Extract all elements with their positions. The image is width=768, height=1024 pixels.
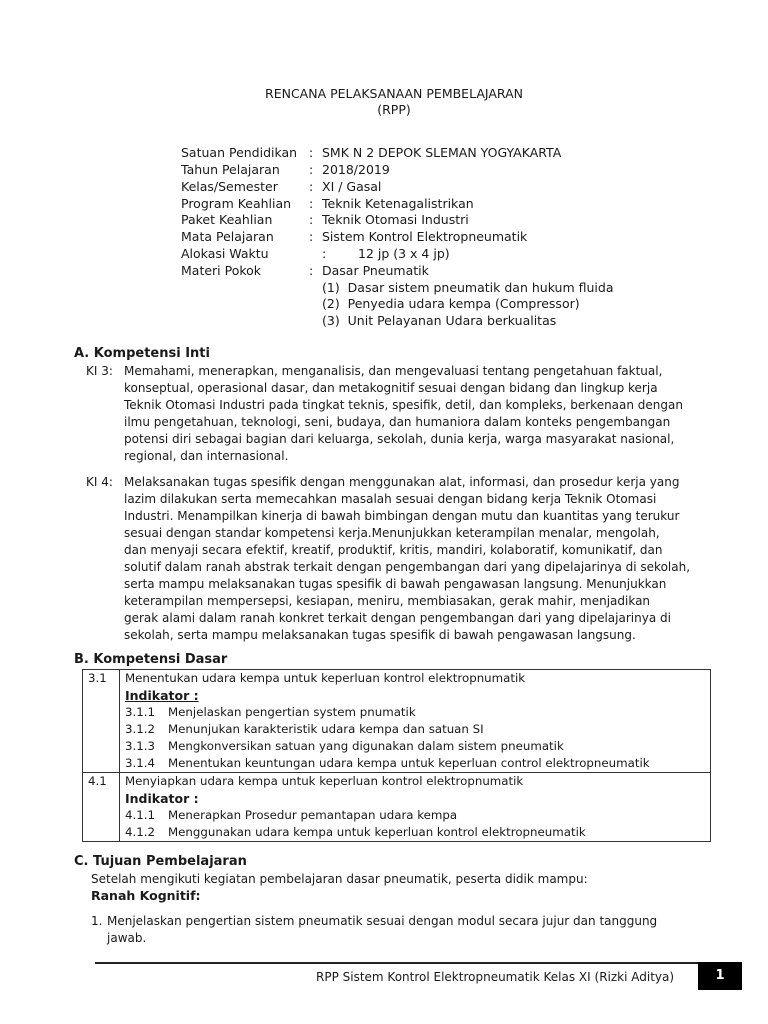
info-value: Teknik Otomasi Industri [322,212,469,227]
info-value: Sistem Kontrol Elektropneumatik [322,229,528,244]
page-number: 1 [698,962,742,990]
ranah-kognitif-heading: Ranah Kognitif: [91,888,201,903]
footer-text: RPP Sistem Kontrol Elektropneumatik Kelas XI (Rizki Aditya) [316,970,675,984]
ki4-line: sesuai dengan standar kompetensi kerja.Menunjukkan keterampilan menalar, mengolah, [124,526,660,540]
info-label: Kelas/Semester [181,179,278,194]
info-colon: : [309,229,314,244]
info-colon: : [309,179,314,194]
ki4-line: serta mampu melaksanakan tugas spesifik di bawah pengawasan langsung. Menunjukkan [124,577,667,591]
ki3-line: konseptual, operasional dasar, dan metakognitif sesuai dengan bidang dan lingkup kerja [124,381,658,395]
ki3-text [124,363,700,380]
info-label: Mata Pelajaran [181,229,274,244]
kd-text: Menentukan udara kempa untuk keperluan kontrol elektropnumatik [125,671,526,685]
info-value: Teknik Ketenagalistrikan [322,196,474,211]
ki3-line: Memahami, menerapkan, menganalisis, dan mengevaluasi tentang pengetahuan faktual, [124,364,663,378]
document-subtitle: (RPP) [377,102,411,117]
ki4-line: gerak alami dalam ranah konkret terkait dengan pengembangan dari yang dipelajarinya di [124,611,671,625]
table-row [83,773,711,842]
ki3-line: regional, dan internasional. [124,449,289,463]
section-heading-a: A. Kompetensi Inti [74,346,210,361]
kd-content [120,773,711,842]
kd-content [120,670,711,773]
ki4-line: keterampilan mempersepsi, kesiapan, meniru, membiasakan, gerak mahir, menjadikan [124,594,651,608]
indicator-item: 3.1.3 Mengkonversikan satuan yang digunakan dalam sistem pneumatik [125,739,564,753]
tujuan-item [107,913,697,947]
ki3-line: ilmu pengetahuan, teknologi, seni, budaya, dan humaniora dalam konteks pengembangan [124,415,671,429]
ki3-text-cont [124,380,700,465]
ki4-line: lazim dilakukan serta memecahkan masalah sesuai dengan bidang kerja Teknik Otomasi [124,492,657,506]
indicator-title: Indikator : [125,688,199,703]
info-value: XI / Gasal [322,179,382,194]
info-colon: : [309,196,314,211]
document-title: RENCANA PELAKSANAAN PEMBELAJARAN [265,86,523,101]
info-colon: : [309,212,314,227]
tujuan-item-number: 1. [91,914,103,928]
indicator-title: Indikator : [125,791,199,806]
ki4-line: solutif dalam ranah abstrak terkait dengan pengembangan dari yang dipelajarinya di sekolah, [124,560,691,574]
info-label: Tahun Pelajaran [181,162,280,177]
materi-item: (1) Dasar sistem pneumatik dan hukum fluida [322,280,614,295]
indicator-item: 3.1.4 Menentukan keuntungan udara kempa untuk keperluan control elektropneumatik [125,756,650,770]
info-label: Paket Keahlian [181,212,273,227]
info-colon: : [309,162,314,177]
info-value: : 12 jp (3 x 4 jp) [322,246,450,261]
ki4-text [124,474,700,644]
kd-number: 4.1 [83,773,120,842]
info-colon: : [309,263,314,278]
ki4-line: Melaksanakan tugas spesifik dengan menggunakan alat, informasi, dan prosedur kerja yang [124,475,680,489]
ki4-line: Industri. Menampilkan kinerja di bawah bimbingan dengan mutu dan kuantitas yang terukur [124,509,680,523]
footer-divider [95,962,705,964]
tujuan-item-line: Menjelaskan pengertian sistem pneumatik sesuai dengan modul secara jujur dan tanggung [107,914,658,928]
ki3-label: KI 3: [86,364,113,378]
ki3-line: potensi diri sebagai bagian dari keluarga, sekolah, dunia kerja, warga masyarakat nasional, [124,432,675,446]
ki4-line: sekolah, serta mampu melaksanakan tugas spesifik di bawah pengawasan langsung. [124,628,636,642]
info-value: SMK N 2 DEPOK SLEMAN YOGYAKARTA [322,145,562,160]
section-heading-c: C. Tujuan Pembelajaran [74,854,247,869]
info-label: Materi Pokok [181,263,262,278]
materi-item: (2) Penyedia udara kempa (Compressor) [322,296,580,311]
info-value: 2018/2019 [322,162,390,177]
info-label: Program Keahlian [181,196,292,211]
info-label: Alokasi Waktu [181,246,269,261]
ki3-line: Teknik Otomasi Industri pada tingkat teknis, spesifik, detil, dan kompleks, berkenaan dengan [124,398,683,412]
materi-item: (3) Unit Pelayanan Udara berkualitas [322,313,557,328]
section-heading-b: B. Kompetensi Dasar [74,652,228,667]
kompetensi-dasar-table [82,669,711,842]
indicator-item: 3.1.1 Menjelaskan pengertian system pnumatik [125,705,416,719]
tujuan-item-line: jawab. [107,931,147,945]
table-row [83,670,711,773]
kd-text: Menyiapkan udara kempa untuk keperluan kontrol elektropnumatik [125,774,524,788]
kd-number: 3.1 [83,670,120,773]
info-label: Satuan Pendidikan [181,145,298,160]
indicator-item: 4.1.2 Menggunakan udara kempa untuk keperluan kontrol elektropneumatik [125,825,586,839]
ki4-label: KI 4: [86,475,113,489]
indicator-item: 3.1.2 Menunjukan karakteristik udara kempa dan satuan SI [125,722,484,736]
info-value: Dasar Pneumatik [322,263,429,278]
tujuan-intro: Setelah mengikuti kegiatan pembelajaran dasar pneumatik, peserta didik mampu: [91,872,588,886]
ki4-line: dan menyaji secara efektif, kreatif, produktif, kritis, mandiri, kolaboratif, komunikatif, dan [124,543,663,557]
info-colon: : [309,145,314,160]
indicator-item: 4.1.1 Menerapkan Prosedur pemantapan udara kempa [125,808,458,822]
